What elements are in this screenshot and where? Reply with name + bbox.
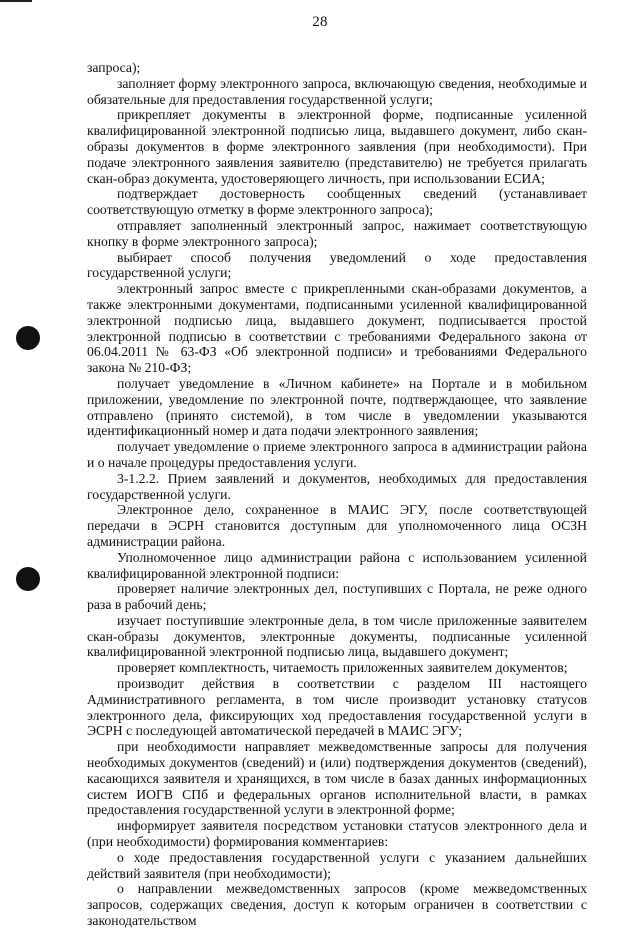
paragraph: изучает поступившие электронные дела, в том числе приложенные заявителем скан-образы документов, электронные документы, подписанные усиленной квалифицированной электронной подписью лица, выдавшего документ; [87,612,587,660]
paragraph: Электронное дело, сохраненное в МАИС ЭГУ, после соответствующей передачи в ЭСРН становится доступным для уполномоченного лица ОСЗН администрации района. [87,502,587,549]
paragraph: о ходе предоставления государственной услуги с указанием дальнейших действий заявителя (при необходимости); [87,849,587,881]
paragraph: 3-1.2.2. Прием заявлений и документов, необходимых для предоставления государственной услуги. [87,470,587,502]
paragraph: проверяет комплектность, читаемость приложенных заявителем документов; [117,660,568,676]
punch-hole-upper [16,326,40,350]
paragraph: выбирает способ получения уведомлений о ходе предоставления государственной услуги; [87,249,587,281]
paragraph: подтверждает достоверность сообщенных сведений (устанавливает соответствующую отметку в форме электронного запроса); [87,186,587,218]
paragraph: получает уведомление в «Личном кабинете» на Портале и в мобильном приложении, уведомление по электронной почте, подтверждающее, что заявление отправлено (принято системой), в том числе в уведомлении указываются идентификационный номер и дата подачи электронного заявления; [87,375,587,439]
page-number: 28 [312,14,328,30]
paragraph: электронный запрос вместе с прикрепленными скан-образами документов, а также электронными документами, подписанными усиленной квалифицированной электронной подписью лица, выдавшего документ, подписывается простой электронной подписью в соответствии с требованиями Федерального закона от 06.04.2011 № 63-ФЗ «Об электронной подписи» и требованиями Федерального закона № 210-ФЗ; [87,281,587,376]
paragraph: информирует заявителя посредством установки статусов электронного дела и (при необходимости) формирования комментариев: [87,818,587,850]
paragraph: заполняет форму электронного запроса, включающую сведения, необходимые и обязательные для предоставления государственной услуги; [87,75,587,107]
paragraph: при необходимости направляет межведомственные запросы для получения необходимых документов (сведений) и (или) подтверждения документов (сведений), касающихся заявителя и хранящихся, в том числе в базах данных информационных систем ИОГВ СПб и федеральных органов исполнительной власти, в рамках предоставления государственной услуги в электронной форме; [87,739,587,818]
paragraph: получает уведомление о приеме электронного запроса в администрации района и о начале процедуры предоставления услуги. [87,439,587,470]
document-body [87,60,587,929]
paragraph: прикрепляет документы в электронной форме, подписанные усиленной квалифицированной электронной подписью лица, выдавшего документ, либо скан-образы документов в форме электронного заявления (при необходимости). При подаче электронного заявления заявителю (представителю) не требуется прилагать скан-образ документа, удостоверяющего личность, при использовании ЕСИА; [87,107,587,186]
top-edge-line [0,0,32,2]
paragraph: запроса); [87,60,141,75]
paragraph: проверяет наличие электронных дел, поступивших с Портала, не реже одного раза в рабочий день; [87,581,587,613]
paragraph: о направлении межведомственных запросов (кроме межведомственных запросов, содержащих сведения, доступ к которым ограничен в соответствии с законодательством [87,881,587,929]
punch-hole-lower [16,567,40,591]
paragraph: отправляет заполненный электронный запрос, нажимает соответствующую кнопку в форме электронного запроса); [87,217,587,249]
paragraph: Уполномоченное лицо администрации района с использованием усиленной квалифицированной электронной подписи: [87,549,587,581]
paragraph: производит действия в соответствии с разделом III настоящего Административного регламента, в том числе производит установку статусов электронного дела, фиксирующих ход предоставления государственной услуги в ЭСРН с последующей автоматической передачей в МАИС ЭГУ; [87,676,587,739]
